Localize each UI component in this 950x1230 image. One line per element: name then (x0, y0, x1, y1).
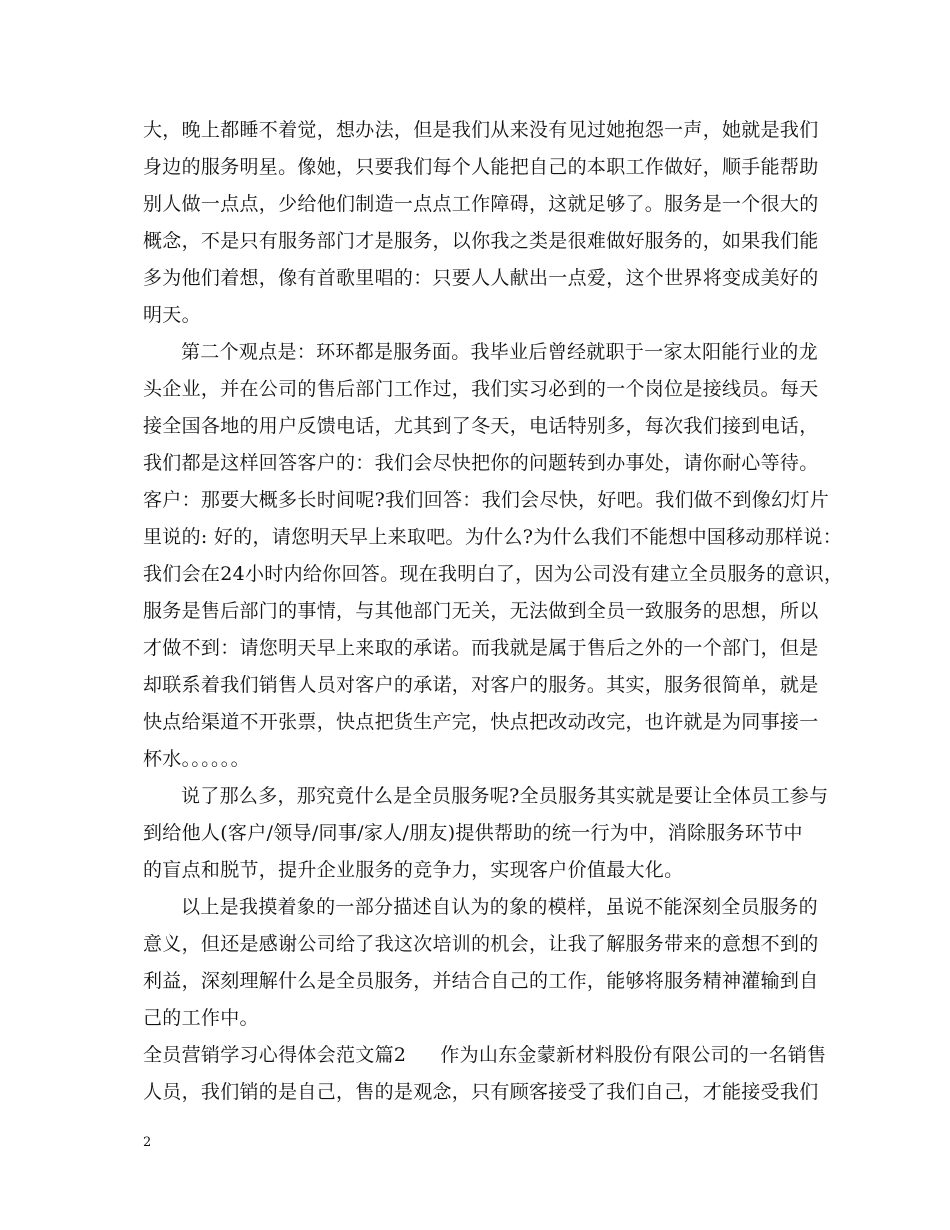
text-line: 的盲点和脱节，提升企业服务的竞争力，实现客户价值最大化。 (143, 859, 684, 881)
paragraph-start-line: 第二个观点是：环环都是服务面。我毕业后曾经就职于一家太阳能行业的龙 (181, 341, 818, 363)
section-title: 全员营销学习心得体会范文篇2 (143, 1044, 407, 1066)
text-line: 到给他人(客户/领导/同事/家人/朋友)提供帮助的统一行为中，消除服务环节中 (143, 822, 803, 844)
text-line: 利益，深刻理解什么是全员服务，并结合自己的工作，能够将服务精神灌输到自 (143, 970, 819, 992)
text-line: 里说的: 好的，请您明天早上来取吧。为什么?为什么我们不能想中国移动那样说： (143, 526, 843, 548)
text-line: 己的工作中。 (143, 1007, 259, 1029)
document-body (143, 112, 844, 1111)
paragraph-start-line: 以上是我摸着象的一部分描述自认为的象的模样，虽说不能深刻全员服务的 (181, 896, 818, 918)
section-opening-text: 作为山东金蒙新材料股份有限公司的一名销售 (440, 1044, 827, 1066)
section-heading-line (143, 1037, 827, 1074)
text-line: 才做不到：请您明天早上来取的承诺。而我就是属于售后之外的一个部门，但是 (143, 637, 819, 659)
text-line: 意义，但还是感谢公司给了我这次培训的机会，让我了解服务带来的意想不到的 (143, 933, 819, 955)
paragraph-start-line: 说了那么多，那究竟什么是全员服务呢?全员服务其实就是要让全体员工参与 (181, 785, 829, 807)
text-line: 接全国各地的用户反馈电话，尤其到了冬天，电话特别多，每次我们接到电话， (143, 415, 819, 437)
text-line: 多为他们着想，像有首歌里唱的：只要人人献出一点爱，这个世界将变成美好的 (143, 267, 819, 289)
text-line: 身边的服务明星。像她，只要我们每个人能把自己的本职工作做好，顺手能帮助 (143, 156, 819, 178)
page-number: 2 (143, 1135, 152, 1150)
text-line: 明天。 (143, 304, 201, 326)
text-line: 快点给渠道不开张票，快点把货生产完，快点把改动改完，也许就是为同事接一 (143, 711, 819, 733)
text-line: 大，晚上都睡不着觉，想办法，但是我们从来没有见过她抱怨一声，她就是我们 (143, 119, 819, 141)
text-line: 客户：那要大概多长时间呢?我们回答：我们会尽快，好吧。我们做不到像幻灯片 (143, 489, 829, 511)
text-line: 我们会在24小时内给你回答。现在我明白了，因为公司没有建立全员服务的意识， (143, 563, 844, 585)
text-line: 概念，不是只有服务部门才是服务，以你我之类是很难做好服务的，如果我们能 (143, 230, 819, 252)
text-line: 头企业，并在公司的售后部门工作过，我们实习必到的一个岗位是接线员。每天 (143, 378, 819, 400)
text-line: 人员，我们销的是自己，售的是观念，只有顾客接受了我们自己，才能接受我们 (143, 1081, 819, 1103)
text-line: 我们都是这样回答客户的：我们会尽快把你的问题转到办事处，请你耐心等待。 (143, 452, 819, 474)
text-line: 杯水。。。。。。 (143, 748, 250, 770)
text-line: 别人做一点点，少给他们制造一点点工作障碍，这就足够了。服务是一个很大的 (143, 193, 819, 215)
text-line: 服务是售后部门的事情，与其他部门无关，无法做到全员一致服务的思想，所以 (143, 600, 819, 622)
text-line: 却联系着我们销售人员对客户的承诺，对客户的服务。其实，服务很简单，就是 (143, 674, 819, 696)
